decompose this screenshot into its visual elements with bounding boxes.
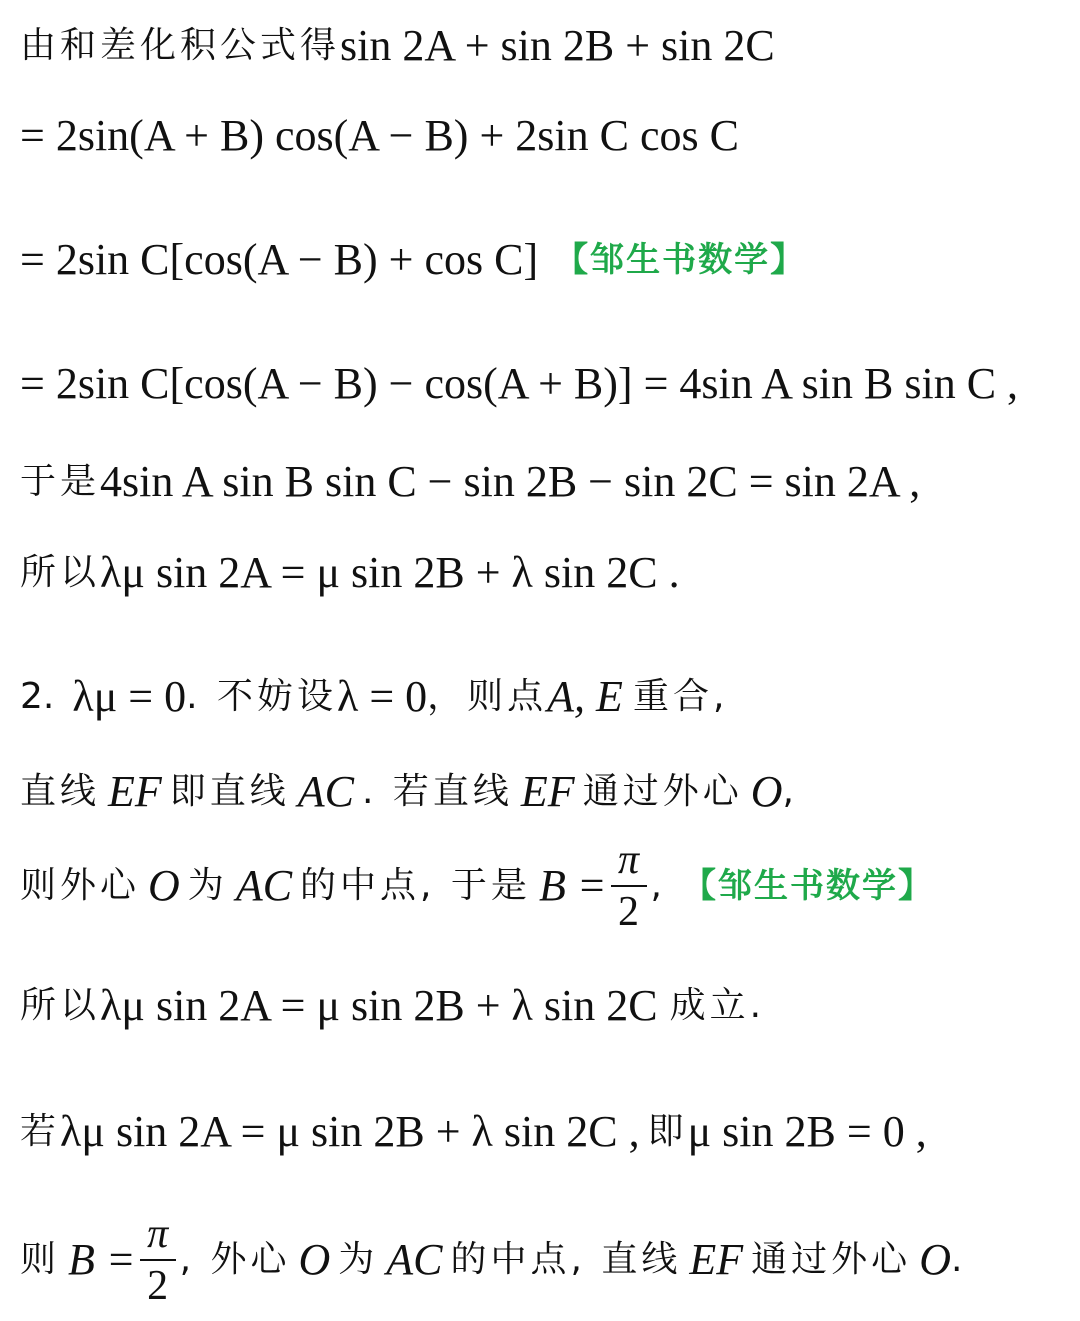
line-10 bbox=[20, 981, 766, 1030]
line-7-text-3: 重合, bbox=[632, 676, 729, 717]
line-12-text-3: 为 bbox=[338, 1239, 379, 1281]
line-8-formula-4: O bbox=[750, 767, 783, 816]
line-12-formula-5: O bbox=[919, 1235, 951, 1285]
fraction-denominator: 2 bbox=[147, 1263, 169, 1310]
line-11 bbox=[20, 1107, 927, 1156]
line-2 bbox=[20, 111, 739, 160]
fraction-bar bbox=[611, 885, 647, 887]
line-12-formula-3: AC bbox=[386, 1235, 443, 1285]
line-9-text-4: , bbox=[650, 865, 666, 907]
line-5 bbox=[20, 457, 921, 506]
fraction-numerator: π bbox=[147, 1211, 169, 1257]
line-12-formula-4: EF bbox=[689, 1235, 744, 1285]
line-8-formula-3: EF bbox=[520, 767, 575, 816]
line-1 bbox=[20, 21, 775, 70]
line-11-text-1: 若 bbox=[20, 1111, 61, 1152]
line-12-formula-1: B = bbox=[68, 1235, 136, 1285]
brand-watermark-1: 【邹生书数学】 bbox=[554, 240, 807, 280]
line-9-formula-1: O bbox=[148, 861, 180, 911]
line-8 bbox=[20, 767, 798, 816]
line-7-text-2: ，则点 bbox=[427, 676, 548, 717]
line-7-formula-2: λ = 0 bbox=[337, 672, 428, 721]
line-4 bbox=[20, 359, 1019, 408]
fraction-numerator: π bbox=[617, 837, 640, 883]
fraction-pi-over-2 bbox=[611, 838, 647, 934]
line-3-formula: = 2sin C[cos(A − B) + cos C] bbox=[20, 235, 539, 284]
line-12-text-5: 通过外心 bbox=[751, 1239, 912, 1281]
brand-watermark-2: 【邹生书数学】 bbox=[681, 866, 934, 907]
line-10-text-1: 所以 bbox=[20, 985, 101, 1026]
line-6 bbox=[20, 548, 680, 597]
line-9-formula-2: AC bbox=[235, 861, 293, 911]
line-8-text-2: 即直线 bbox=[169, 771, 290, 812]
line-12-text-4: 的中点, 直线 bbox=[450, 1239, 682, 1281]
line-11-formula-2: μ sin 2B = 0 , bbox=[687, 1107, 927, 1156]
line-7-formula-1: λμ = 0 bbox=[72, 672, 187, 721]
line-8-text-4: 通过外心 bbox=[582, 771, 743, 812]
line-1-text: 由和差化积公式得 bbox=[20, 25, 341, 66]
line-4-formula: = 2sin C[cos(A − B) − cos(A + B)] = 4sin A sin B sin C , bbox=[20, 359, 1019, 408]
fraction-denominator: 2 bbox=[618, 889, 640, 936]
line-5-text: 于是 bbox=[20, 461, 101, 502]
line-9-formula-3: B = bbox=[538, 861, 607, 911]
line-8-formula-1: EF bbox=[108, 767, 162, 816]
line-12-formula-2: O bbox=[298, 1235, 331, 1285]
line-9-text-3: 的中点, 于是 bbox=[300, 865, 531, 907]
line-2-formula: = 2sin(A + B) cos(A − B) + 2sin C cos C bbox=[20, 111, 739, 160]
line-8-text-3: . 若直线 bbox=[362, 771, 513, 812]
line-9-text-2: 为 bbox=[187, 865, 228, 907]
line-8-text-5: , bbox=[782, 771, 798, 812]
line-12-text-6: . bbox=[950, 1239, 967, 1281]
line-10-formula: λμ sin 2A = μ sin 2B + λ sin 2C bbox=[100, 981, 658, 1030]
line-7-formula-3: A, E bbox=[547, 672, 623, 721]
line-8-formula-2: AC bbox=[297, 767, 355, 816]
line-3 bbox=[20, 235, 807, 284]
fraction-pi-over-2 bbox=[140, 1212, 176, 1308]
line-11-text-2: 即 bbox=[647, 1111, 688, 1152]
line-8-text-1: 直线 bbox=[20, 771, 101, 812]
fraction-bar bbox=[140, 1259, 176, 1261]
item-number: 2. bbox=[20, 676, 55, 717]
line-12-text-1: 则 bbox=[20, 1239, 61, 1281]
line-5-formula: 4sin A sin B sin C − sin 2B − sin 2C = sin 2A , bbox=[100, 457, 921, 506]
line-9 bbox=[20, 838, 934, 934]
line-1-formula: sin 2A + sin 2B + sin 2C bbox=[340, 21, 775, 70]
line-7-text-1: . 不妨设 bbox=[186, 676, 337, 717]
line-7 bbox=[20, 672, 729, 721]
line-10-text-2: 成立. bbox=[669, 985, 766, 1026]
line-9-text-1: 则外心 bbox=[20, 865, 141, 907]
line-6-text: 所以 bbox=[20, 552, 101, 593]
line-6-formula: λμ sin 2A = μ sin 2B + λ sin 2C . bbox=[100, 548, 680, 597]
line-12-text-2: , 外心 bbox=[179, 1239, 291, 1281]
line-11-formula-1: λμ sin 2A = μ sin 2B + λ sin 2C , bbox=[60, 1107, 640, 1156]
line-12 bbox=[20, 1212, 966, 1308]
